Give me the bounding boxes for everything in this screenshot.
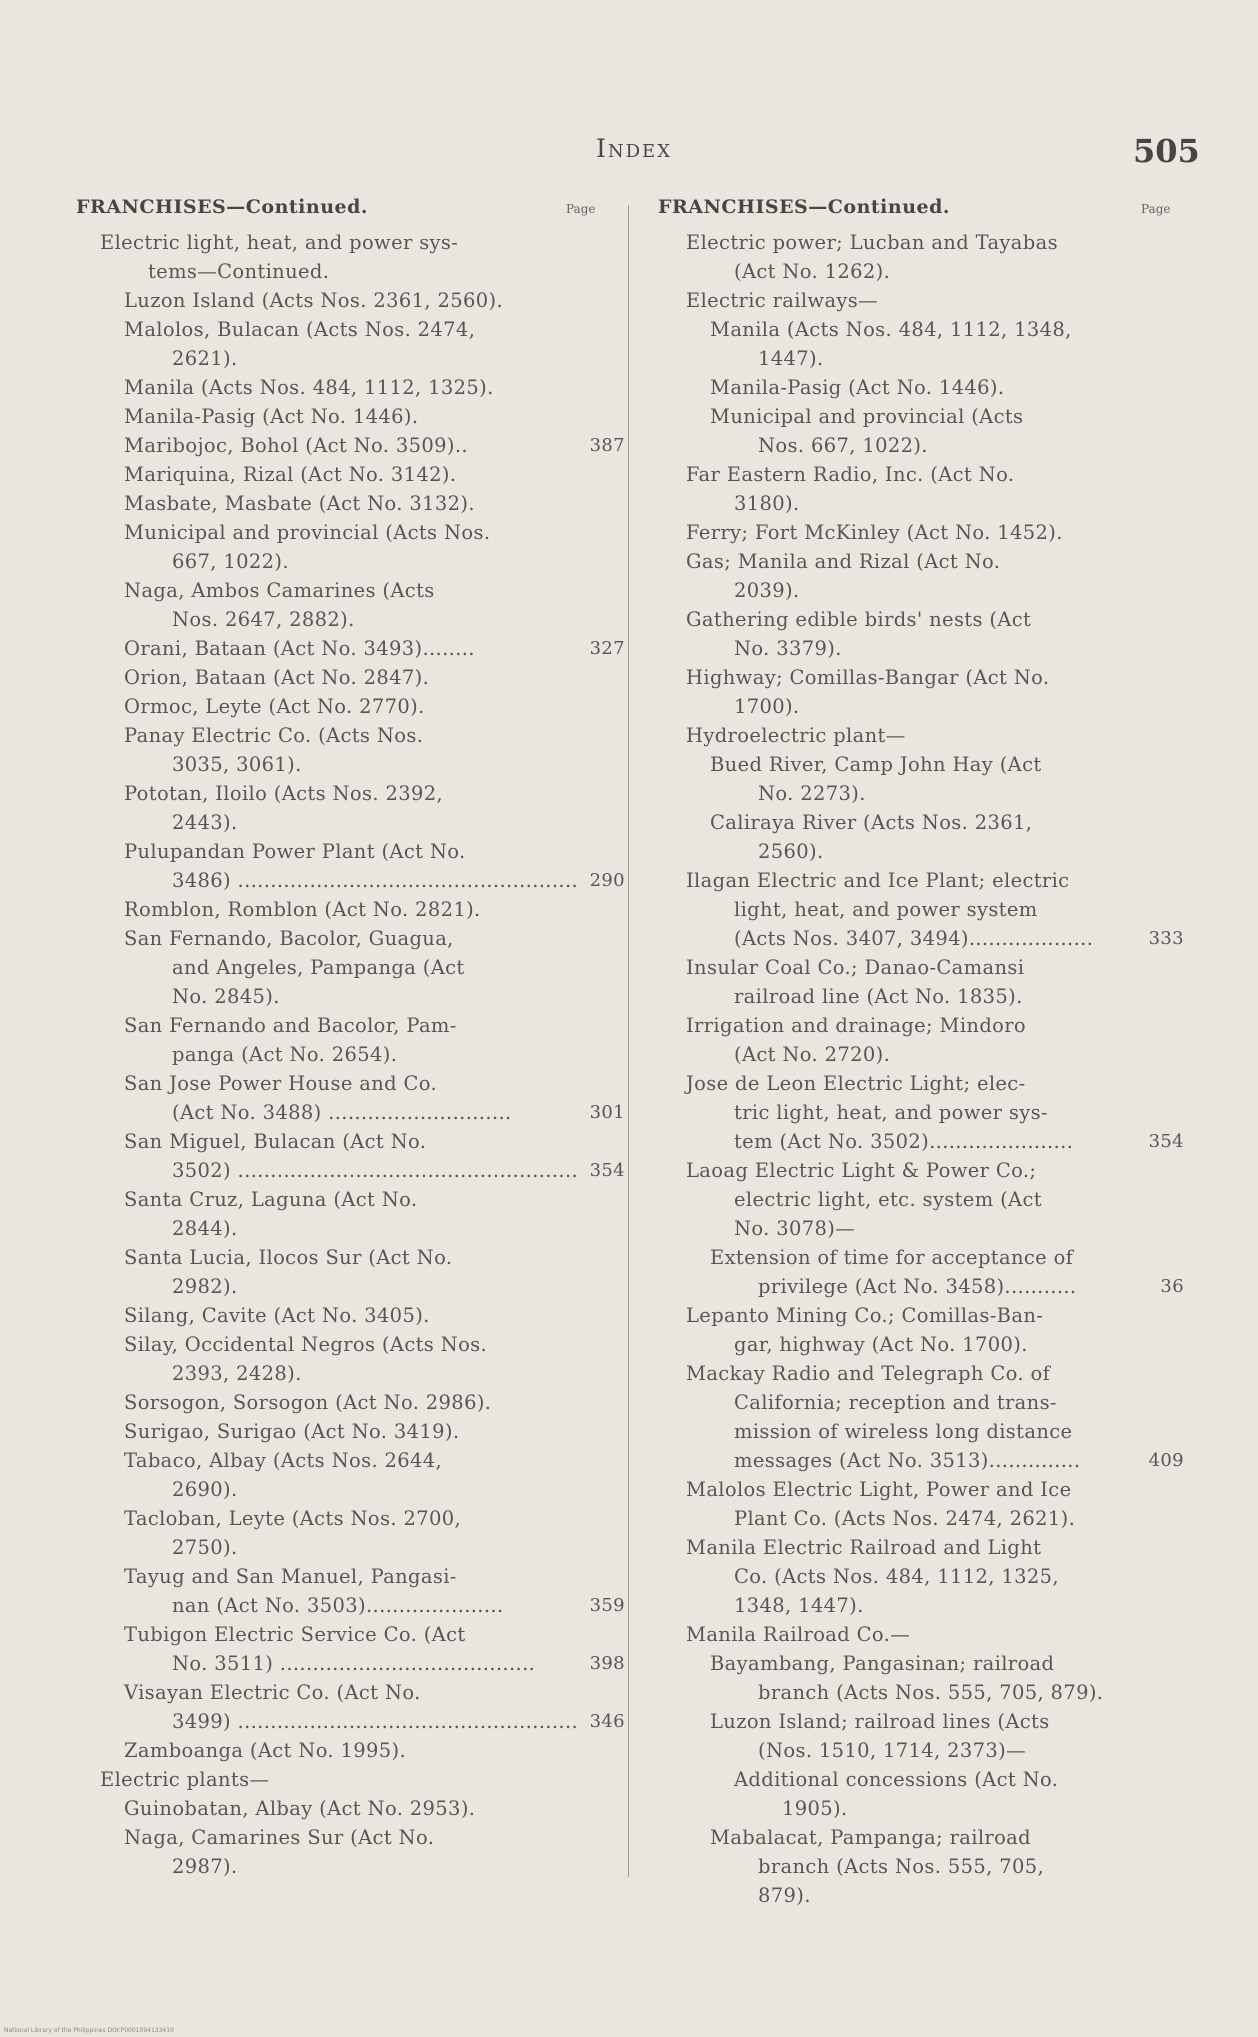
index-entry-line: Jose de Leon Electric Light; elec- [686, 1072, 1026, 1095]
index-entry [686, 1011, 1156, 1069]
index-entry [124, 1678, 625, 1736]
index-entry-line: Luzon Island (Acts Nos. 2361, 2560). [124, 289, 504, 312]
index-entry [124, 1127, 625, 1185]
index-entry [124, 663, 620, 692]
index-entry-line: 3035, 3061). [172, 753, 302, 776]
page-reference: 409 [1148, 1450, 1184, 1471]
index-entry [710, 315, 1156, 373]
index-entry-line: Pototan, Iloilo (Acts Nos. 2392, [124, 782, 444, 805]
index-entry [124, 373, 620, 402]
index-entry-line: Manila-Pasig (Act No. 1446). [710, 376, 1005, 399]
index-entry-line: Far Eastern Radio, Inc. (Act No. [686, 463, 1015, 486]
index-entry-line: (Act No. 3488) ............................ [172, 1101, 512, 1124]
index-entry [686, 547, 1156, 605]
index-entry [124, 1301, 620, 1330]
index-entry [686, 286, 1156, 315]
index-entry [686, 605, 1156, 663]
page-reference: 36 [1160, 1276, 1184, 1297]
index-entry-line: Tubigon Electric Service Co. (Act [124, 1623, 466, 1646]
index-entry [124, 315, 620, 373]
index-entry [686, 1069, 1184, 1156]
page-reference: 354 [589, 1160, 625, 1181]
index-entry [734, 1765, 1156, 1823]
column-divider [628, 205, 629, 1877]
index-entry-line: Surigao, Surigao (Act No. 3419). [124, 1420, 460, 1443]
index-entry [710, 808, 1156, 866]
index-entry-line: Lepanto Mining Co.; Comillas-Ban- [686, 1304, 1044, 1327]
index-entry-line: No. 3511) ....................................... [172, 1652, 536, 1675]
index-entry-line: Naga, Camarines Sur (Act No. [124, 1826, 435, 1849]
index-entry-line: Manila-Pasig (Act No. 1446). [124, 405, 419, 428]
index-entry-line: 2560). [758, 840, 824, 863]
index-entry-line: Silang, Cavite (Act No. 3405). [124, 1304, 430, 1327]
index-entry [710, 1707, 1156, 1765]
index-entry-line: gar, highway (Act No. 1700). [734, 1333, 1028, 1356]
index-entry-line: Zamboanga (Act No. 1995). [124, 1739, 407, 1762]
index-entry-line: Romblon, Romblon (Act No. 2821). [124, 898, 481, 921]
index-entry [124, 1330, 620, 1388]
index-entry-line: Naga, Ambos Camarines (Acts [124, 579, 435, 602]
index-entry [710, 750, 1156, 808]
left-pages-label: Page [566, 202, 596, 216]
index-entry [686, 1301, 1156, 1359]
index-entry-line: light, heat, and power system [734, 898, 1038, 921]
right-column [686, 228, 1184, 1910]
index-entry [124, 1069, 625, 1127]
index-entry-line: Maribojoc, Bohol (Act No. 3509).. [124, 434, 468, 457]
page-header-title: Index [596, 134, 673, 163]
index-entry-line: Santa Lucia, Ilocos Sur (Act No. [124, 1246, 453, 1269]
index-entry-line: Manila (Acts Nos. 484, 1112, 1325). [124, 376, 494, 399]
index-entry-line: Orani, Bataan (Act No. 3493)........ [124, 637, 475, 660]
page-number: 505 [1133, 132, 1200, 170]
index-entry [686, 1359, 1184, 1475]
index-entry [686, 663, 1156, 721]
index-entry-line: (Acts Nos. 3407, 3494)................... [734, 927, 1094, 950]
index-entry-line: Mabalacat, Pampanga; railroad [710, 1826, 1031, 1849]
index-entry-line: Insular Coal Co.; Danao-Camansi [686, 956, 1025, 979]
index-entry-line: Plant Co. (Acts Nos. 2474, 2621). [734, 1507, 1076, 1530]
index-entry-line: 879). [758, 1884, 811, 1907]
index-entry-line: Ferry; Fort McKinley (Act No. 1452). [686, 521, 1063, 544]
index-entry-line: Luzon Island; railroad lines (Acts [710, 1710, 1050, 1733]
index-entry-line: mission of wireless long distance [734, 1420, 1073, 1443]
index-entry-line: nan (Act No. 3503)..................... [172, 1594, 504, 1617]
index-entry [100, 228, 620, 286]
index-entry [686, 866, 1184, 953]
index-entry-line: Additional concessions (Act No. [734, 1768, 1059, 1791]
index-entry [710, 373, 1156, 402]
index-entry-line: Tayug and San Manuel, Pangasi- [124, 1565, 457, 1588]
index-entry-line: Visayan Electric Co. (Act No. [124, 1681, 421, 1704]
index-entry-line: privilege (Act No. 3458)........... [758, 1275, 1077, 1298]
index-entry-line: 2690). [172, 1478, 238, 1501]
index-entry [124, 402, 620, 431]
index-entry [124, 721, 620, 779]
index-entry-line: and Angeles, Pampanga (Act [172, 956, 465, 979]
index-entry-line: Tacloban, Leyte (Acts Nos. 2700, [124, 1507, 462, 1530]
index-entry-line: Gas; Manila and Rizal (Act No. [686, 550, 1001, 573]
index-entry-line: 2621). [172, 347, 238, 370]
index-entry-line: Silay, Occidental Negros (Acts Nos. [124, 1333, 488, 1356]
index-entry-line: tric light, heat, and power sys- [734, 1101, 1048, 1124]
page-reference: 333 [1148, 928, 1184, 949]
left-column-heading: FRANCHISES—Continued. [76, 196, 368, 218]
index-entry-line: Tabaco, Albay (Acts Nos. 2644, [124, 1449, 443, 1472]
index-entry-line: railroad line (Act No. 1835). [734, 985, 1023, 1008]
index-entry-line: Orion, Bataan (Act No. 2847). [124, 666, 430, 689]
index-entry-line: 3180). [734, 492, 800, 515]
index-entry [686, 953, 1156, 1011]
index-entry-line: Co. (Acts Nos. 484, 1112, 1325, [734, 1565, 1059, 1588]
index-entry [710, 1243, 1184, 1301]
index-entry-line: Bayambang, Pangasinan; railroad [710, 1652, 1055, 1675]
index-entry [124, 634, 625, 663]
page-reference: 301 [589, 1102, 625, 1123]
index-entry-line: tem (Act No. 3502)...................... [734, 1130, 1074, 1153]
index-entry-line: Manila Electric Railroad and Light [686, 1536, 1042, 1559]
index-entry-line: Malolos Electric Light, Power and Ice [686, 1478, 1072, 1501]
index-entry [686, 1533, 1156, 1620]
index-entry [124, 924, 620, 1011]
left-column [100, 228, 625, 1881]
page-reference: 346 [589, 1711, 625, 1732]
index-entry [124, 837, 625, 895]
index-entry-line: 667, 1022). [172, 550, 289, 573]
index-entry-line: branch (Acts Nos. 555, 705, 879). [758, 1681, 1104, 1704]
index-entry-line: San Miguel, Bulacan (Act No. [124, 1130, 427, 1153]
index-entry [124, 1562, 625, 1620]
index-entry [124, 1794, 620, 1823]
index-entry-line: Municipal and provincial (Acts [710, 405, 1024, 428]
index-entry [686, 1156, 1156, 1243]
index-entry-line: No. 2845). [172, 985, 280, 1008]
index-entry [686, 721, 1156, 750]
index-entry-line: 3502) .................................................... [172, 1159, 579, 1182]
index-entry-line: Electric power; Lucban and Tayabas [686, 231, 1058, 254]
index-entry [100, 1765, 620, 1794]
index-entry [124, 460, 620, 489]
index-entry-line: Nos. 667, 1022). [758, 434, 928, 457]
index-entry [710, 1649, 1156, 1707]
index-entry [124, 1823, 620, 1881]
index-entry [124, 1504, 620, 1562]
index-entry-line: Extension of time for acceptance of [710, 1246, 1074, 1269]
index-entry-line: Manila (Acts Nos. 484, 1112, 1348, [710, 318, 1072, 341]
index-entry [124, 286, 620, 315]
index-entry-line: Ilagan Electric and Ice Plant; electric [686, 869, 1070, 892]
index-entry-line: branch (Acts Nos. 555, 705, [758, 1855, 1045, 1878]
index-entry-line: 2982). [172, 1275, 238, 1298]
index-entry-line: No. 3379). [734, 637, 842, 660]
index-entry-line: San Jose Power House and Co. [124, 1072, 438, 1095]
index-entry-line: (Nos. 1510, 1714, 2373)— [758, 1739, 1026, 1762]
index-entry-line: Bued River, Camp John Hay (Act [710, 753, 1042, 776]
index-entry [124, 692, 620, 721]
index-entry-line: 2844). [172, 1217, 238, 1240]
index-entry [124, 1243, 620, 1301]
index-entry-line: Manila Railroad Co.— [686, 1623, 911, 1646]
index-entry-line: Guinobatan, Albay (Act No. 2953). [124, 1797, 476, 1820]
index-entry [124, 1185, 620, 1243]
page-reference: 327 [589, 638, 625, 659]
index-entry [124, 431, 625, 460]
page-reference: 387 [589, 435, 625, 456]
index-entry [124, 518, 620, 576]
index-entry [686, 460, 1156, 518]
index-entry [710, 402, 1156, 460]
page-reference: 359 [589, 1595, 625, 1616]
index-entry-line: San Fernando, Bacolor, Guagua, [124, 927, 454, 950]
index-entry-line: Pulupandan Power Plant (Act No. [124, 840, 466, 863]
index-entry [124, 1736, 620, 1765]
index-entry-line: California; reception and trans- [734, 1391, 1057, 1414]
index-entry-line: 3486) .................................................... [172, 869, 579, 892]
page-reference: 398 [589, 1653, 625, 1674]
index-entry [686, 1620, 1156, 1649]
index-entry [124, 895, 620, 924]
index-entry-line: No. 2273). [758, 782, 866, 805]
right-column-heading: FRANCHISES—Continued. [658, 196, 950, 218]
index-entry-line: Mackay Radio and Telegraph Co. of [686, 1362, 1051, 1385]
index-entry-line: 2987). [172, 1855, 238, 1878]
index-entry-line: Santa Cruz, Laguna (Act No. [124, 1188, 418, 1211]
index-entry-line: Electric light, heat, and power sys- [100, 231, 459, 254]
index-entry-line: 2393, 2428). [172, 1362, 302, 1385]
index-entry [124, 1388, 620, 1417]
index-entry-line: San Fernando and Bacolor, Pam- [124, 1014, 457, 1037]
index-entry [124, 1446, 620, 1504]
scan-footer: National Library of the Philippines DOI:P0001094133410 [4, 2027, 174, 2034]
index-entry [124, 576, 620, 634]
index-entry-line: Irrigation and drainage; Mindoro [686, 1014, 1027, 1037]
index-entry [686, 518, 1156, 547]
index-entry-line: 1447). [758, 347, 824, 370]
index-entry-line: 1905). [782, 1797, 848, 1820]
index-entry-line: Electric railways— [686, 289, 879, 312]
index-entry [686, 1475, 1156, 1533]
index-entry-line: (Act No. 2720). [734, 1043, 891, 1066]
index-entry-line: Municipal and provincial (Acts Nos. [124, 521, 491, 544]
index-entry-line: Ormoc, Leyte (Act No. 2770). [124, 695, 425, 718]
index-entry-line: Gathering edible birds' nests (Act [686, 608, 1032, 631]
index-entry-line: electric light, etc. system (Act [734, 1188, 1042, 1211]
page-reference: 354 [1148, 1131, 1184, 1152]
index-entry-line: No. 3078)— [734, 1217, 856, 1240]
index-entry-line: 2750). [172, 1536, 238, 1559]
index-entry-line: 1348, 1447). [734, 1594, 864, 1617]
index-entry-line: tems—Continued. [148, 260, 330, 283]
index-entry [710, 1823, 1156, 1910]
index-entry [124, 779, 620, 837]
index-entry-line: Nos. 2647, 2882). [172, 608, 355, 631]
right-pages-label: Page [1141, 202, 1171, 216]
index-entry [124, 1011, 620, 1069]
page-reference: 290 [589, 870, 625, 891]
index-entry-line: 2443). [172, 811, 238, 834]
index-entry-line: Sorsogon, Sorsogon (Act No. 2986). [124, 1391, 492, 1414]
index-entry-line: Electric plants— [100, 1768, 270, 1791]
index-entry-line: Mariquina, Rizal (Act No. 3142). [124, 463, 457, 486]
index-entry-line: panga (Act No. 2654). [172, 1043, 398, 1066]
index-entry-line: Caliraya River (Acts Nos. 2361, [710, 811, 1033, 834]
index-entry-line: Hydroelectric plant— [686, 724, 906, 747]
index-entry [124, 1417, 620, 1446]
index-entry-line: Highway; Comillas-Bangar (Act No. [686, 666, 1050, 689]
index-entry [686, 228, 1156, 286]
index-entry [124, 1620, 625, 1678]
index-entry-line: 2039). [734, 579, 800, 602]
index-entry-line: messages (Act No. 3513).............. [734, 1449, 1081, 1472]
index-entry-line: Masbate, Masbate (Act No. 3132). [124, 492, 475, 515]
index-entry-line: 3499) .................................................... [172, 1710, 579, 1733]
index-entry-line: Laoag Electric Light & Power Co.; [686, 1159, 1037, 1182]
index-entry-line: Malolos, Bulacan (Acts Nos. 2474, [124, 318, 476, 341]
index-entry-line: Panay Electric Co. (Acts Nos. [124, 724, 424, 747]
index-entry-line: 1700). [734, 695, 800, 718]
index-entry [124, 489, 620, 518]
index-entry-line: (Act No. 1262). [734, 260, 891, 283]
